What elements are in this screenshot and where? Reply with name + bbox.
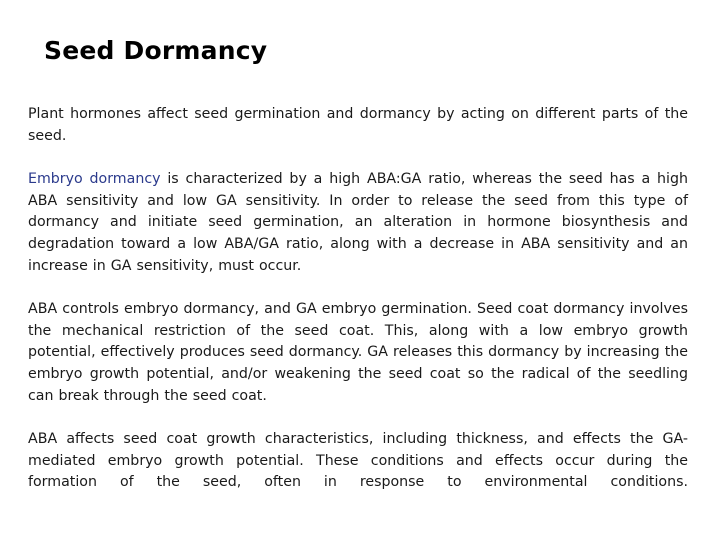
embryo-dormancy-text: is characterized by a high ABA:GA ratio, whereas the seed has a high ABA sensitivity and low GA sensitivity. In order to release the seed from this type of dormancy and initiate seed germination, an alteration in hormone biosynthesis and degradation toward a low ABA/GA ratio, along with a decrease in ABA sensitivity and an increase in GA sensitivity, must occur. (28, 171, 688, 274)
embryo-dormancy-term: Embryo dormancy (28, 171, 161, 188)
slide-title: Seed Dormancy (44, 36, 268, 65)
slide-body (28, 104, 688, 494)
paragraph-aba-effects: ABA affects seed coat growth characteristics, including thickness, and effects the GA-mediated embryo growth potential. These conditions and effects occur during the formation of the seed, often in response to environmental conditions. (28, 431, 688, 491)
paragraph-embryo-dormancy (28, 169, 688, 277)
paragraph-intro: Plant hormones affect seed germination and dormancy by acting on different parts of the seed. (28, 106, 688, 144)
paragraph-seed-coat-dormancy: ABA controls embryo dormancy, and GA embryo germination. Seed coat dormancy involves the mechanical restriction of the seed coat. This, along with a low embryo growth potential, effectively produces seed dormancy. GA releases this dormancy by increasing the embryo growth potential, and/or weakening the seed coat so the radical of the seedling can break through the seed coat. (28, 301, 688, 404)
